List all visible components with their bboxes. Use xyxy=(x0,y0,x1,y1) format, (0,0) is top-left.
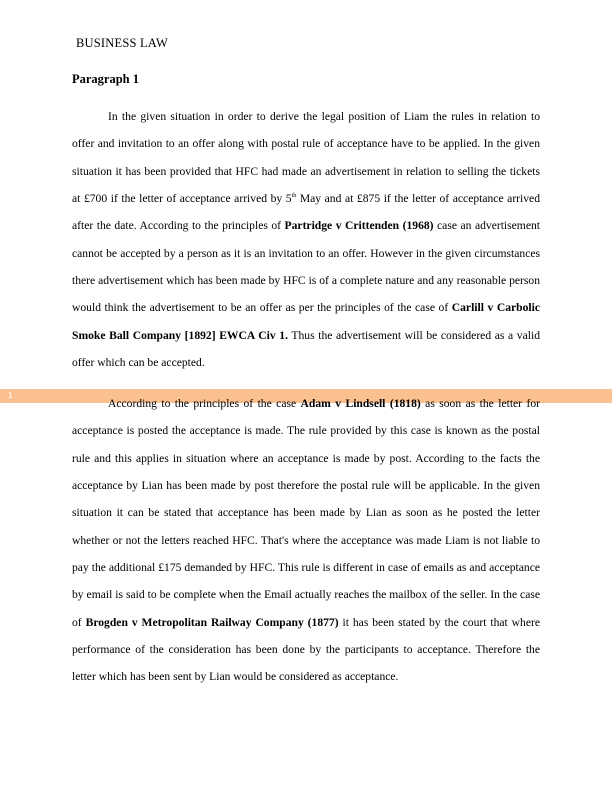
page-number-marker: 1 xyxy=(8,391,13,400)
paragraph-1 xyxy=(72,103,540,376)
case-citation-carlill: Carlill v Carbolic Smoke Ball Company [1892] EWCA Civ 1. xyxy=(72,301,540,342)
paragraph-1-text-b: May and at £875 if the letter of acceptance arrived after the date. According to the principles of xyxy=(72,192,540,233)
paragraph-2 xyxy=(72,390,540,691)
case-citation-partridge: Partridge v Crittenden (1968) xyxy=(284,219,434,233)
paragraph-2-text-a: According to the principles of the case xyxy=(108,397,301,410)
case-citation-adams: Adam v Lindsell (1818) xyxy=(300,397,421,410)
paragraph-1-text-a: In the given situation in order to derive the legal position of Liam the rules in relation to offer and invitation to an offer along with postal rule of acceptance have to be applied. In the given situation it has been provided that HFC had made an advertisement in relation to selling the tickets at £700 if the letter of acceptance arrived by 5 xyxy=(72,110,540,206)
document-header: BUSINESS LAW xyxy=(76,36,169,50)
paragraph-1-text-c: case an advertisement cannot be accepted by a person as it is an invitation to an offer. However in the given circumstances there advertisement which has been made by HFC is of a complete nature and any reasonable person would think the advertisement to be an offer as per the principles of the case of xyxy=(72,219,540,315)
paragraph-2-text-b: as soon as the letter for acceptance is posted the acceptance is made. The rule provided by this case is known as the postal rule and this applies in situation where an acceptance is made by post. According to the facts the acceptance by Lian has been made by post therefore the postal rule will be applicable. In the given situation it can be stated that acceptance has been made by Lian as soon as he posted the letter whether or not the letters reached HFC. That's where the acceptance was made Liam is not liable to pay the additional £175 demanded by HFC. This rule is different in case of emails as and acceptance by email is said to be complete when the Email actually reaches the mailbox of the seller. In the case of xyxy=(72,397,540,629)
ordinal-suffix: th xyxy=(291,193,297,200)
paragraph-1-text-d: Thus the advertisement will be considered as a valid offer which can be accepted. xyxy=(72,328,540,370)
case-citation-brogden: Brogden v Metropolitan Railway Company (1877) xyxy=(85,615,339,629)
paragraph-2-text-c: it has been stated by the court that where performance of the consideration has been done by the participants to acceptance. Therefore the letter which has been sent by Lian would be considered as acceptance. xyxy=(72,615,541,684)
paragraph-heading: Paragraph 1 xyxy=(72,72,140,86)
